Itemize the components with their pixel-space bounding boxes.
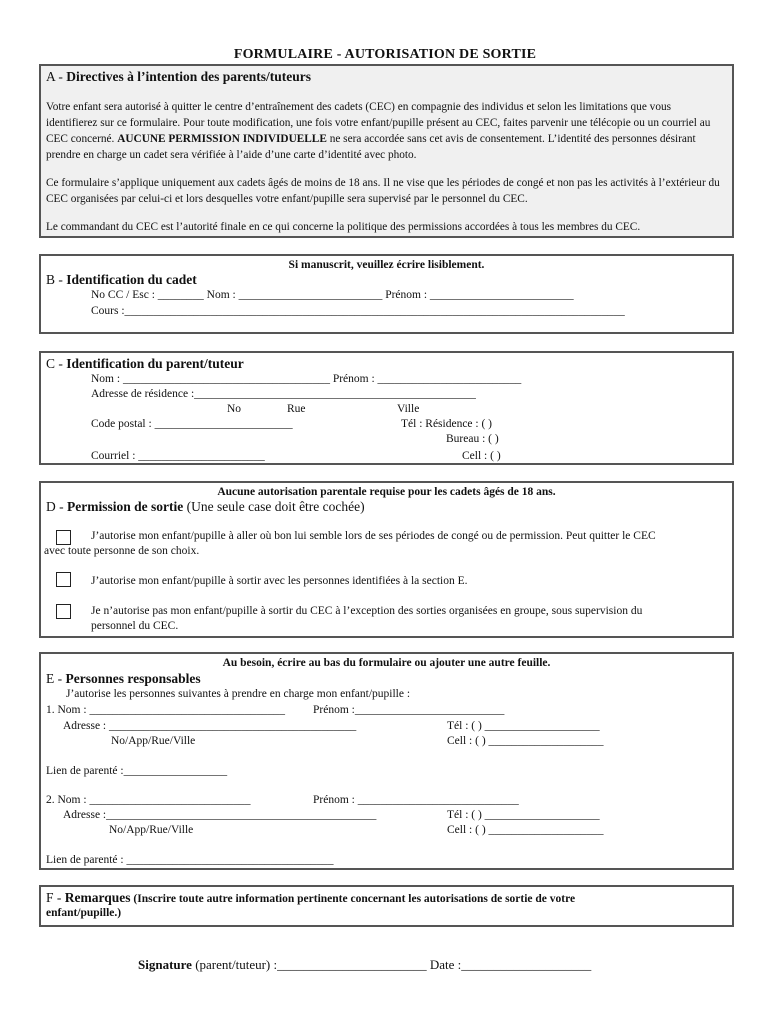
section-a-p1-text-end: ne sera accordée sans cet avis de consentement. L’identité des personnes désirant prendre en charge un cadet sera vérifiée à l’aide d’une carte d’identité avec photo. [46, 133, 696, 161]
address-city-label: Ville [397, 403, 420, 415]
section-c [39, 351, 734, 465]
person-1-name-line[interactable]: 1. Nom : __________________________________ [46, 704, 285, 716]
section-b-heading: Identification du cadet [66, 272, 197, 287]
section-d-heading: Permission de sortie [67, 499, 184, 514]
person-2-address-line[interactable]: Adresse :_______________________________________________ [63, 809, 377, 821]
person-1-address-line[interactable]: Adresse : ___________________________________________ [63, 720, 357, 732]
person-2-phone-line[interactable]: Tél : ( ) ____________________ [447, 809, 600, 821]
person-1-phone-line[interactable]: Tél : ( ) ____________________ [447, 720, 600, 732]
section-c-heading: Identification du parent/tuteur [66, 356, 244, 371]
section-e-letter: E - [46, 671, 66, 686]
section-f-letter: F - [46, 890, 65, 905]
section-b-header [46, 272, 197, 288]
section-a-heading: Directives à l’intention des parents/tuteurs [66, 69, 311, 84]
section-a-p1-text: Votre enfant sera autorisé à quitter le centre d’entraînement des cadets (CEC) en compagnie des individus et selon les limitations que vous identifierez sur ce formulaire. Pour toute modification, une fois votre enfant/pupille présent au CEC, faites parvenir une télécopie ou un courriel au CEC concerné. [46, 101, 711, 145]
section-f-heading: Remarques [64, 890, 131, 905]
option-3-checkbox[interactable] [56, 604, 71, 619]
address-no-label: No [227, 403, 242, 415]
option-1-checkbox[interactable] [56, 530, 71, 545]
section-d [39, 481, 734, 638]
section-a-letter: A - [46, 69, 67, 84]
form-title: FORMULAIRE - AUTORISATION DE SORTIE [233, 47, 537, 62]
cadet-id-line[interactable]: No CC / Esc : ________ Nom : _________________________ Prénom : _________________________ [91, 289, 574, 301]
option-3-text-continued: personnel du CEC. [91, 620, 179, 632]
section-e-note: Au besoin, écrire au bas du formulaire ou ajouter une autre feuille. [222, 657, 551, 669]
section-a [39, 64, 734, 238]
cell-line[interactable]: Cell : ( ) [462, 450, 501, 462]
person-2-address-hint: No/App/Rue/Ville [109, 824, 194, 836]
section-a-paragraph-3: Le commandant du CEC est l’autorité finale en ce qui concerne la politique des permissions accordées à tous les membres du CEC. [46, 221, 641, 233]
phone-office-line[interactable]: Bureau : ( ) [446, 433, 499, 445]
section-e-header [46, 671, 201, 687]
section-f-header [46, 890, 575, 906]
section-a-header [46, 69, 311, 85]
option-1-text-continued: avec toute personne de son choix. [44, 545, 200, 557]
option-3-text: Je n’autorise pas mon enfant/pupille à sortir du CEC à l’exception des sorties organisées en groupe, sous supervision du [91, 605, 643, 617]
person-1-relationship-line[interactable]: Lien de parenté :__________________ [46, 765, 228, 777]
address-street-label: Rue [287, 403, 306, 415]
person-2-firstname-line[interactable]: Prénom : ____________________________ [313, 794, 519, 806]
option-2-text: J’autorise mon enfant/pupille à sortir avec les personnes identifiées à la section E. [91, 575, 468, 587]
section-b-letter: B - [46, 272, 67, 287]
section-b-note: Si manuscrit, veuillez écrire lisiblement. [288, 259, 485, 271]
section-c-letter: C - [46, 356, 67, 371]
person-1-firstname-line[interactable]: Prénom :__________________________ [313, 704, 505, 716]
postal-code-line[interactable]: Code postal : ________________________ [91, 418, 293, 430]
person-1-address-hint: No/App/Rue/Ville [111, 735, 196, 747]
option-1-text: J’autorise mon enfant/pupille à aller où bon lui semble lors de ses périodes de congé ou de permission. Peut quitter le CEC [91, 530, 656, 542]
signature-line[interactable] [138, 957, 591, 973]
section-f-note: (Inscrire toute autre information pertinente concernant les autorisations de sortie de votre [130, 893, 576, 905]
section-b [39, 254, 734, 334]
section-d-letter: D - [46, 499, 67, 514]
signature-label: Signature [138, 957, 192, 972]
person-2-cell-line[interactable]: Cell : ( ) ____________________ [447, 824, 604, 836]
section-d-header [46, 499, 365, 515]
section-a-p1-bold: AUCUNE PERMISSION INDIVIDUELLE [117, 133, 327, 145]
email-line[interactable]: Courriel : ______________________ [91, 450, 265, 462]
section-c-header [46, 356, 244, 372]
section-d-subheading: (Une seule case doit être cochée) [183, 499, 365, 514]
section-f[interactable] [39, 885, 734, 927]
section-a-paragraph-2: Ce formulaire s’applique uniquement aux cadets âgés de moins de 18 ans. Il ne vise que les périodes de congé et non pas les activités à l’extérieur du CEC organisées par celui-ci et lors desquelles votre enfant/pupille sera supervisé par le personnel du CEC. [46, 177, 720, 205]
section-e [39, 652, 734, 870]
option-2-checkbox[interactable] [56, 572, 71, 587]
section-d-note: Aucune autorisation parentale requise pour les cadets âgés de 18 ans. [217, 486, 556, 498]
signature-fields: (parent/tuteur) :_______________________ Date :____________________ [191, 957, 592, 972]
section-f-note-continued: enfant/pupille.) [46, 907, 122, 919]
parent-name-line[interactable]: Nom : ____________________________________ Prénom : _________________________ [91, 373, 522, 385]
person-2-name-line[interactable]: 2. Nom : ____________________________ [46, 794, 251, 806]
section-a-paragraph-1 [46, 99, 720, 163]
section-e-intro: J’autorise les personnes suivantes à prendre en charge mon enfant/pupille : [66, 688, 411, 700]
cadet-course-line[interactable]: Cours :_______________________________________________________________________________________ [91, 305, 625, 317]
section-e-heading: Personnes responsables [65, 671, 201, 686]
phone-residence-line[interactable]: Tél : Résidence : ( ) [401, 418, 493, 430]
person-1-cell-line[interactable]: Cell : ( ) ____________________ [447, 735, 604, 747]
person-2-relationship-line[interactable]: Lien de parenté : ____________________________________ [46, 854, 334, 866]
parent-address-line[interactable]: Adresse de résidence :_________________________________________________ [91, 388, 476, 400]
